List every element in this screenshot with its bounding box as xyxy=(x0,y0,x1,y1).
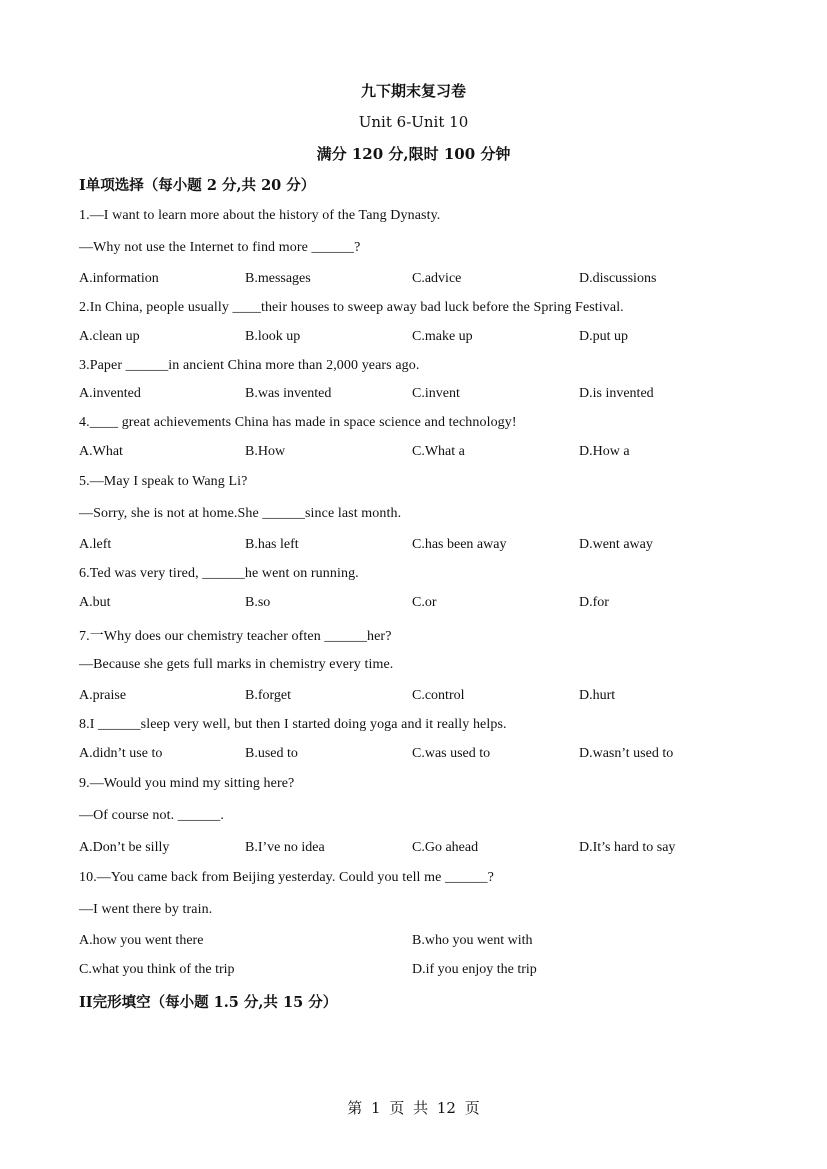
question-5-option-d: D.went away xyxy=(579,537,653,552)
question-5-option-b: B.has left xyxy=(245,537,299,552)
question-8-option-c: C.was used to xyxy=(412,746,491,761)
question-10-option-b: B.who you went with xyxy=(412,933,533,948)
scoring-info: 满分 120 分,限时 100 分钟 xyxy=(316,145,511,163)
question-8-option-a: A.didn’t use to xyxy=(79,746,163,761)
question-9-line-2: —Of course not. ______. xyxy=(79,808,224,823)
question-4-line-1: 4.____ great achievements China has made in space science and technology! xyxy=(79,415,517,430)
question-9-option-b: B.I’ve no idea xyxy=(245,840,325,855)
question-4-option-d: D.How a xyxy=(579,444,630,459)
question-4-option-c: C.What a xyxy=(412,444,465,459)
question-7-option-c: C.control xyxy=(412,688,465,703)
question-6-option-c: C.or xyxy=(412,595,437,610)
question-3-option-a: A.invented xyxy=(79,386,141,401)
question-8-option-b: B.used to xyxy=(245,746,298,761)
question-3-line-1: 3.Paper ______in ancient China more than 2,000 years ago. xyxy=(79,358,420,373)
question-7-option-b: B.forget xyxy=(245,688,292,703)
question-1-line-2: —Why not use the Internet to find more ______? xyxy=(79,240,361,255)
question-8-option-d: D.wasn’t used to xyxy=(579,746,674,761)
question-1-option-a: A.information xyxy=(79,271,159,286)
question-10-line-1: 10.—You came back from Beijing yesterday. Could you tell me ______? xyxy=(79,870,494,885)
question-6-option-a: A.but xyxy=(79,595,111,610)
question-3-option-c: C.invent xyxy=(412,386,460,401)
question-2-option-d: D.put up xyxy=(579,329,628,344)
section-1-heading: I单项选择（每小题 2 分,共 20 分） xyxy=(79,177,316,194)
question-10-line-2: —I went there by train. xyxy=(79,902,213,917)
question-9-option-c: C.Go ahead xyxy=(412,840,479,855)
question-2-line-1: 2.In China, people usually ____their houses to sweep away bad luck before the Spring Festival. xyxy=(79,300,624,315)
section-2-heading: II完形填空（每小题 1.5 分,共 15 分） xyxy=(79,994,338,1011)
question-9-option-a: A.Don’t be silly xyxy=(79,840,170,855)
question-5-option-c: C.has been away xyxy=(412,537,507,552)
question-2-option-c: C.make up xyxy=(412,329,473,344)
page-number: 第 1 页 共 12 页 xyxy=(347,1099,480,1117)
question-1-option-b: B.messages xyxy=(245,271,311,286)
question-6-line-1: 6.Ted was very tired, ______he went on running. xyxy=(79,566,359,581)
unit-range: Unit 6-Unit 10 xyxy=(358,113,469,131)
question-1-option-c: C.advice xyxy=(412,271,462,286)
question-6-option-d: D.for xyxy=(579,595,609,610)
question-7-option-d: D.hurt xyxy=(579,688,616,703)
question-4-option-a: A.What xyxy=(79,444,123,459)
question-1-option-d: D.discussions xyxy=(579,271,657,286)
question-7-line-1: 7.一Why does our chemistry teacher often ______her? xyxy=(79,629,392,644)
question-7-line-2: —Because she gets full marks in chemistry every time. xyxy=(79,657,394,672)
question-3-option-d: D.is invented xyxy=(579,386,654,401)
question-10-option-c: C.what you think of the trip xyxy=(79,962,235,977)
question-7-option-a: A.praise xyxy=(79,688,127,703)
question-8-line-1: 8.I ______sleep very well, but then I started doing yoga and it really helps. xyxy=(79,717,507,732)
question-10-option-d: D.if you enjoy the trip xyxy=(412,962,537,977)
question-5-line-2: —Sorry, she is not at home.She ______since last month. xyxy=(79,506,402,521)
question-2-option-b: B.look up xyxy=(245,329,301,344)
question-6-option-b: B.so xyxy=(245,595,271,610)
question-2-option-a: A.clean up xyxy=(79,329,140,344)
question-9-option-d: D.It’s hard to say xyxy=(579,840,676,855)
question-3-option-b: B.was invented xyxy=(245,386,332,401)
question-5-line-1: 5.—May I speak to Wang Li? xyxy=(79,474,248,489)
question-10-option-a: A.how you went there xyxy=(79,933,204,948)
question-4-option-b: B.How xyxy=(245,444,286,459)
question-9-line-1: 9.—Would you mind my sitting here? xyxy=(79,776,295,791)
exam-title: 九下期末复习卷 xyxy=(360,82,466,100)
question-5-option-a: A.left xyxy=(79,537,112,552)
question-1-line-1: 1.—I want to learn more about the history of the Tang Dynasty. xyxy=(79,208,441,223)
